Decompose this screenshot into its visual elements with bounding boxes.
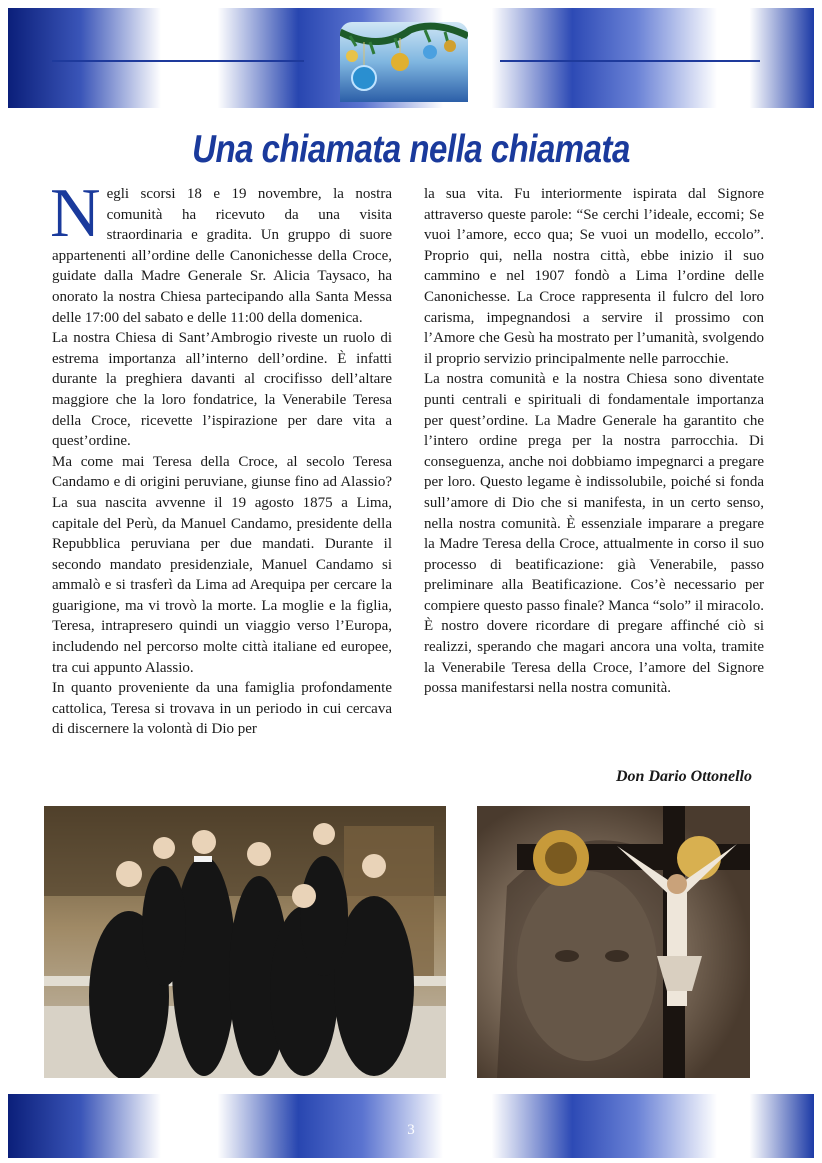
author-signature: Don Dario Ottonello (615, 768, 752, 785)
paragraph: Ma come mai Teresa della Croce, al secolo Teresa Candamo e di origini peruviane, giunse fino ad Alassio? La sua nascita avvenne il 19 agosto 1875 a Lima, capitale del Perù, da Manuel Candamo, presidente della Repubblica peruviana per due mandati. Durante il secondo mandato presidenziale, Manuel Candamo si ammalò e si trasferì da Lima ad Arequipa per cercare la guarigione, ma vi trovò la morte. La moglie e la figlia, Teresa, intrapresero quindi un viaggio verso l’Europa, includendo nel percorso molte città italiane ed europee, tra cui appunto Alassio. (52, 453, 392, 676)
paragraph: La nostra comunità e la nostra Chiesa sono diventate punti centrali e spirituali di fondamentale importanza per quest’ordine. La Madre Generale ha garantito che l’intero ordine prega per la nostra parrocchia. Di conseguenza, anche noi dobbiamo impegnarci a pregare per loro. Questo legame è indissolubile, poiché si fonda sull’amore di Dio che si manifesta, in un certo senso, nella nostra comunità. È essenziale imparare a pregare la Madre Teresa della Croce, attualmente in corso il suo processo di beatificazione: già Venerabile, passo preliminare alla Beatificazione. Cos’è necessario per compiere questo passo finale? Manca “solo” il miracolo. È nostro dovere ricordare di pregare affinché ciò si realizzi, sperando che magari ancora una volta, tramite la Venerabile Teresa della Croce, l’amore del Signore possa manifestarsi nella nostra comunità. (424, 371, 764, 697)
page-number: 3 (407, 1122, 415, 1138)
article-column-left (50, 175, 392, 740)
paragraph: La nostra Chiesa di Sant’Ambrogio riveste un ruolo di estrema importanza all’interno dell’ordine. È infatti durante la preghiera davanti al crocifisso dell’altare maggiore che la loro fondatrice, la Venerabile Teresa della Croce, ricevette l’ispirazione per dare vita a quest’ordine. (52, 330, 392, 450)
article-title: Una chiamata nella chiamata (192, 126, 630, 171)
paragraph-text: egli scorsi 18 e 19 novembre, la nostra comunità ha ricevuto da una visita straordinaria e gradita. Un gruppo di suore appartenenti all’ordine delle Canonichesse della Croce, guidate dalla Madre Generale Sr. Alicia Taysaco, ha onorato la nostra Chiesa partecipando alla Santa Messa delle 17:00 del sabato e delle 11:00 della domenica. (52, 186, 392, 326)
christmas-ornament-icon (340, 22, 468, 102)
paragraph (50, 175, 392, 328)
article-column-right (424, 184, 764, 699)
group-photo (44, 806, 446, 1078)
header-rule-right (500, 60, 760, 62)
header-rule-left (52, 60, 304, 62)
paragraph: In quanto proveniente da una famiglia profondamente cattolica, Teresa si trovava in un periodo in cui cercava di discernere la volontà di Dio per (52, 680, 392, 738)
crucifix-portrait-photo (477, 806, 750, 1078)
drop-cap: N (50, 175, 101, 252)
paragraph: la sua vita. Fu interiormente ispirata dal Signore attraverso queste parole: “Se cerchi l’ideale, eccomi; Se vuoi l’amore, ecco qua; Se vuoi un modello, eccolo”. Proprio qui, nella nostra città, ebbe inizio il suo cammino e nel 1907 fondò a Lima l’ordine delle Canonichesse. La Croce rappresenta il fulcro del loro carisma, impegnandosi a servire il prossimo con l’Amore che Gesù ha mostrato per l’umanità, svolgendo il proprio servizio principalmente nelle parrocchie. (424, 186, 764, 367)
